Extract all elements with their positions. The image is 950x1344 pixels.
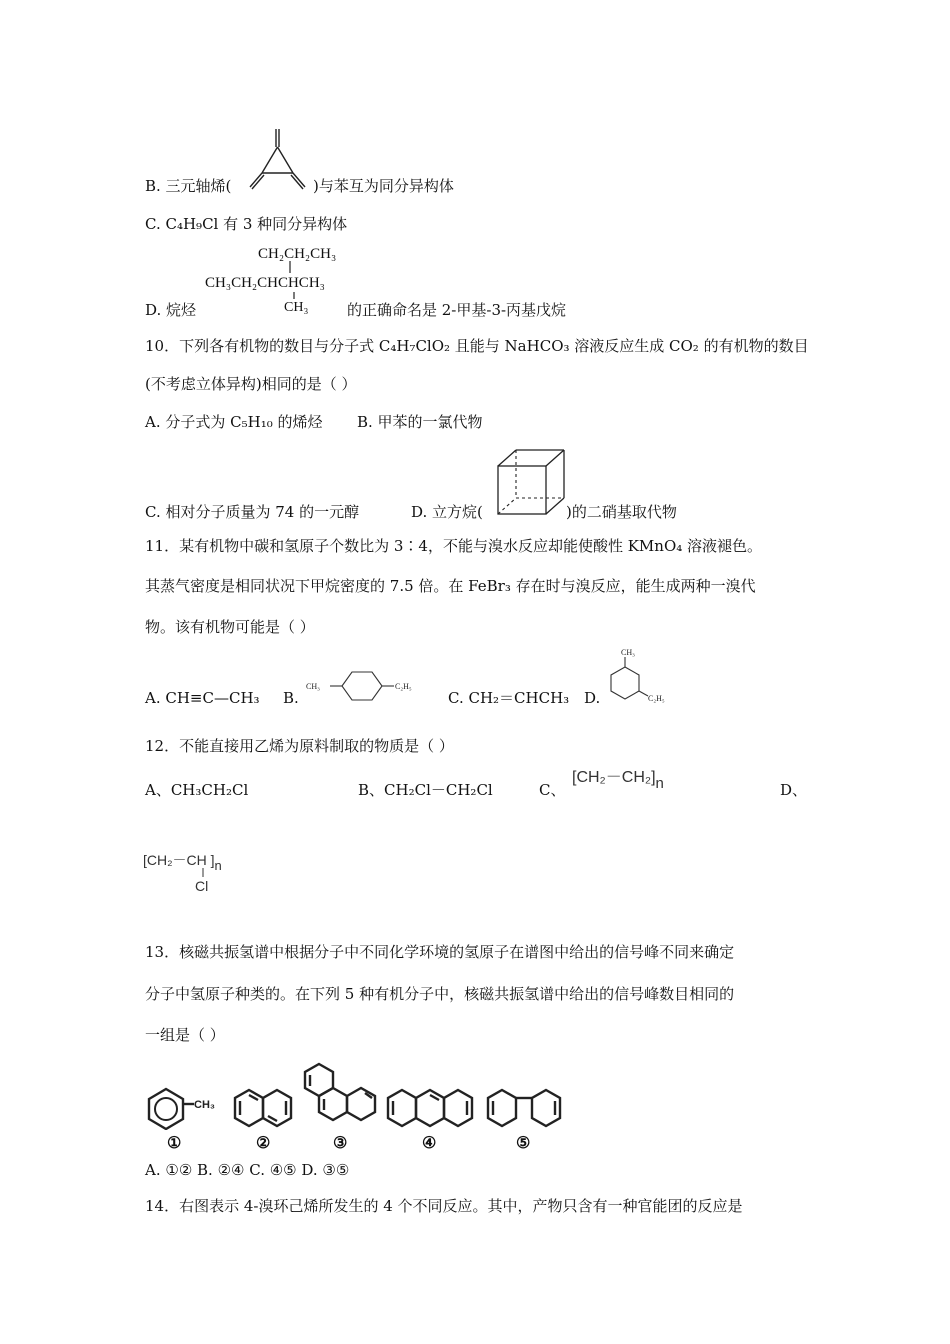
label-1: ① (167, 1133, 182, 1152)
q9-option-c: C. C₄H₉Cl 有 3 种同分异构体 (145, 215, 348, 233)
q9-option-b-suffix: )与苯互为同分异构体 (313, 177, 454, 195)
m-ethyltoluene-top: CH₃ (621, 648, 635, 657)
q12-option-b: B、CH₂Cl－CH₂Cl (358, 781, 493, 799)
pvc-cl: Cl (195, 878, 209, 894)
q11-stem-line1: 11．某有机物中碳和氢原子个数比为 3∶4，不能与溴水反应却能使酸性 KMnO₄ 溶液褪色。 (145, 537, 763, 555)
toluene-structure (144, 1086, 224, 1130)
q11-stem-line3: 物。该有机物可能是（ ） (145, 618, 315, 636)
trimethylenecyclopropane-structure (248, 125, 314, 197)
pvc-repeat: [CH₂－CH ] (143, 852, 215, 868)
toluene-ch3: CH₃ (194, 1099, 215, 1111)
q10-option-d-prefix: D. 立方烷( (411, 503, 483, 521)
q9-option-d-suffix: 的正确命名是 2-甲基-3-丙基戊烷 (347, 301, 567, 319)
q12-option-d-label: D、 (780, 781, 808, 799)
polyethylene-formula (572, 768, 664, 794)
q13-options: A. ①② B. ②④ C. ④⑤ D. ③⑤ (145, 1161, 350, 1179)
label-5: ⑤ (516, 1133, 531, 1152)
biphenyl-structure (486, 1087, 562, 1131)
q10-option-a: A. 分子式为 C₅H₁₀ 的烯烃 (145, 413, 323, 431)
m-ethyltoluene-structure (600, 645, 670, 713)
q9-struct-line3: CH₃ (284, 300, 309, 315)
q13-stem-line2: 分子中氢原子种类的。在下列 5 种有机分子中，核磁共振氢谱中给出的信号峰数目相同的 (145, 985, 735, 1003)
q9-option-d-prefix: D. 烷烃 (145, 301, 197, 319)
p-ethyltoluene-right: C₂H₅ (395, 682, 412, 691)
q10-stem-line1: 10．下列各有机物的数目与分子式 C₄H₇ClO₂ 且能与 NaHCO₃ 溶液反应生成 CO₂ 的有机物的数目 (145, 337, 809, 355)
cubane-structure (494, 448, 568, 518)
naphthalene-structure (232, 1087, 296, 1131)
label-3: ③ (333, 1133, 348, 1152)
label-2: ② (256, 1133, 271, 1152)
q14-stem-line1: 14．右图表示 4-溴环己烯所发生的 4 个不同反应。其中，产物只含有一种官能团的反应是 (145, 1197, 743, 1215)
anthracene-structure (386, 1087, 476, 1131)
q12-option-a: A、CH₃CH₂Cl (145, 781, 249, 799)
q12-stem: 12．不能直接用乙烯为原料制取的物质是（ ） (145, 737, 454, 755)
q9-struct-line2: CH₃CH₂CHCHCH₃ (205, 275, 325, 291)
q11-stem-line2: 其蒸气密度是相同状况下甲烷密度的 7.5 倍。在 FeBr₃ 存在时与溴反应，能生成两种一溴代 (145, 577, 756, 595)
q9-option-b-prefix: B. 三元轴烯( (145, 177, 232, 195)
q10-option-c: C. 相对分子质量为 74 的一元醇 (145, 503, 360, 521)
m-ethyltoluene-side: C₂H₅ (648, 694, 665, 703)
p-ethyltoluene-left: CH₃ (306, 682, 320, 691)
q13-stem-line3: 一组是（ ） (145, 1026, 225, 1044)
q10-stem-line2: (不考虑立体异构)相同的是（ ） (145, 375, 357, 393)
q11-option-a: A. CH≡C—CH₃ (145, 689, 260, 707)
phenanthrene-structure (303, 1062, 377, 1136)
q11-option-d-label: D. (584, 689, 601, 707)
q9-struct-line1: CH₂CH₂CH₃ (258, 246, 337, 262)
q9-struct-bonds (284, 261, 304, 301)
p-ethyltoluene-structure (306, 668, 416, 708)
q11-option-c: C. CH₂＝CHCH₃ (448, 689, 570, 707)
q10-option-d-suffix: )的二硝基取代物 (566, 503, 677, 521)
pvc-n: n (214, 858, 222, 873)
q11-option-b-label: B. (283, 689, 299, 707)
q12-option-c-label: C、 (539, 781, 566, 799)
pvc-formula (143, 850, 222, 876)
polyethylene-repeat: [CH₂－CH₂] (572, 769, 656, 786)
label-4: ④ (422, 1133, 437, 1152)
polyethylene-n: n (655, 775, 664, 792)
q10-option-b: B. 甲苯的一氯代物 (357, 413, 483, 431)
q13-stem-line1: 13．核磁共振氢谱中根据分子中不同化学环境的氢原子在谱图中给出的信号峰不同来确定 (145, 943, 735, 961)
